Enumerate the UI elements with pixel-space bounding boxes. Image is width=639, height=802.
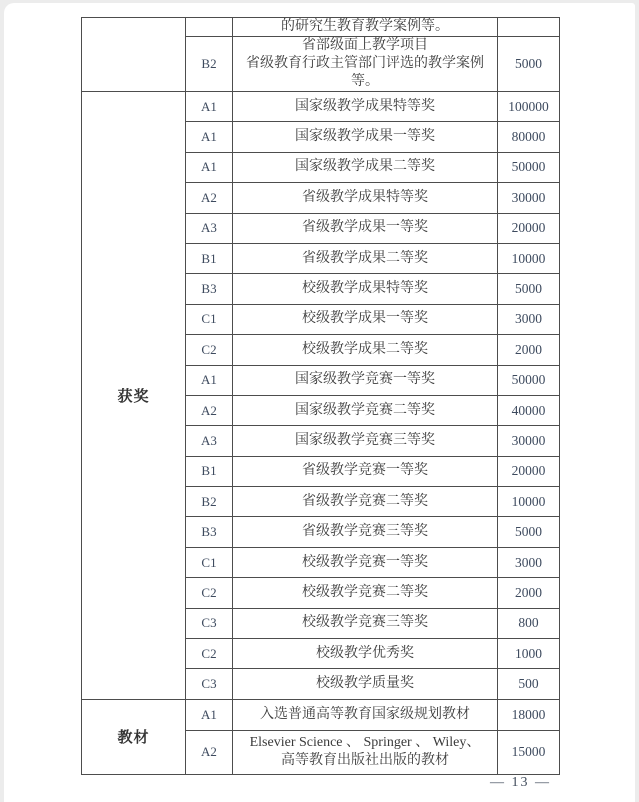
code-cell: A1 <box>186 152 233 182</box>
amount-cell: 500 <box>498 669 560 699</box>
description-cell <box>233 213 498 243</box>
description-cell <box>233 274 498 304</box>
amount-cell: 50000 <box>498 152 560 182</box>
code-cell: A1 <box>186 122 233 152</box>
description-cell <box>233 487 498 517</box>
amount-cell: 20000 <box>498 213 560 243</box>
description-line: 校级教学竞赛二等奖 <box>302 584 428 600</box>
amount-cell: 18000 <box>498 699 560 730</box>
description-cell <box>233 456 498 486</box>
description-cell <box>233 639 498 669</box>
description-line: 校级教学竞赛三等奖 <box>302 615 428 631</box>
description-line: 校级教学成果二等奖 <box>302 341 428 357</box>
description-cell <box>233 426 498 456</box>
code-cell: B2 <box>186 37 233 92</box>
description-cell <box>233 395 498 425</box>
amount-cell <box>498 18 560 37</box>
description-line: 省级教学竞赛三等奖 <box>302 524 428 540</box>
description-line: 的研究生教育教学案例等。 <box>281 19 449 34</box>
amount-cell: 2000 <box>498 578 560 608</box>
description-line: 国家级教学竞赛二等奖 <box>295 402 435 418</box>
amount-cell: 3000 <box>498 547 560 577</box>
amount-cell: 80000 <box>498 122 560 152</box>
description-cell <box>233 183 498 213</box>
amount-cell: 2000 <box>498 335 560 365</box>
description-line: 国家级教学竞赛一等奖 <box>295 372 435 388</box>
amount-cell: 100000 <box>498 92 560 122</box>
category-cell: 获奖 <box>82 92 186 700</box>
description-cell <box>233 730 498 774</box>
code-cell: C3 <box>186 669 233 699</box>
description-line: 校级教学竞赛一等奖 <box>302 554 428 570</box>
description-cell <box>233 304 498 334</box>
description-line: 国家级教学成果特等奖 <box>295 98 435 114</box>
code-cell: A2 <box>186 183 233 213</box>
table-row <box>82 699 560 730</box>
fee-table-wrap <box>81 17 560 775</box>
amount-cell: 10000 <box>498 487 560 517</box>
amount-cell: 30000 <box>498 426 560 456</box>
code-cell: A1 <box>186 365 233 395</box>
code-cell: A2 <box>186 395 233 425</box>
amount-cell: 40000 <box>498 395 560 425</box>
code-cell: A1 <box>186 92 233 122</box>
table-row <box>82 92 560 122</box>
amount-cell: 3000 <box>498 304 560 334</box>
description-line: 省级教学成果一等奖 <box>302 220 428 236</box>
code-cell <box>186 18 233 37</box>
amount-cell: 1000 <box>498 639 560 669</box>
amount-cell: 5000 <box>498 274 560 304</box>
description-cell <box>233 37 498 92</box>
code-cell: B1 <box>186 456 233 486</box>
description-line: 高等教育出版社出版的教材 <box>281 753 449 769</box>
code-cell: A2 <box>186 730 233 774</box>
description-cell <box>233 18 498 37</box>
description-line: 校级教学成果一等奖 <box>302 311 428 327</box>
description-cell <box>233 669 498 699</box>
code-cell: C1 <box>186 547 233 577</box>
document-page <box>4 3 635 802</box>
description-line: 省级教学成果特等奖 <box>302 189 428 205</box>
description-line: 省级教学成果二等奖 <box>302 250 428 266</box>
description-cell <box>233 243 498 273</box>
description-line: 校级教学优秀奖 <box>316 645 414 661</box>
amount-cell: 20000 <box>498 456 560 486</box>
description-line: 国家级教学成果一等奖 <box>295 129 435 145</box>
description-cell <box>233 335 498 365</box>
description-cell <box>233 365 498 395</box>
code-cell: A3 <box>186 213 233 243</box>
code-cell: C1 <box>186 304 233 334</box>
code-cell: B3 <box>186 274 233 304</box>
description-cell <box>233 578 498 608</box>
page-number: — 13 — <box>490 775 551 790</box>
table-row <box>82 18 560 37</box>
description-cell <box>233 547 498 577</box>
description-cell <box>233 699 498 730</box>
description-line: 省级教育行政主管部门评选的教学案例等。 <box>246 56 484 89</box>
description-cell <box>233 152 498 182</box>
code-cell: C2 <box>186 335 233 365</box>
description-line: 校级教学成果特等奖 <box>302 281 428 297</box>
fee-standard-table <box>81 17 560 775</box>
code-cell: A1 <box>186 699 233 730</box>
description-line: 入选普通高等教育国家级规划教材 <box>260 706 470 722</box>
description-line: 省部级面上教学项目 <box>302 38 428 53</box>
amount-cell: 5000 <box>498 517 560 547</box>
description-line: 省级教学竞赛一等奖 <box>302 463 428 479</box>
amount-cell: 800 <box>498 608 560 638</box>
amount-cell: 15000 <box>498 730 560 774</box>
code-cell: A3 <box>186 426 233 456</box>
amount-cell: 30000 <box>498 183 560 213</box>
description-line: 省级教学竞赛二等奖 <box>302 493 428 509</box>
amount-cell: 5000 <box>498 37 560 92</box>
code-cell: B2 <box>186 487 233 517</box>
description-cell <box>233 608 498 638</box>
amount-cell: 10000 <box>498 243 560 273</box>
description-cell <box>233 517 498 547</box>
description-cell <box>233 122 498 152</box>
code-cell: B3 <box>186 517 233 547</box>
code-cell: C2 <box>186 639 233 669</box>
category-cell <box>82 18 186 92</box>
code-cell: C3 <box>186 608 233 638</box>
code-cell: C2 <box>186 578 233 608</box>
amount-cell: 50000 <box>498 365 560 395</box>
description-line: 国家级教学竞赛三等奖 <box>295 432 435 448</box>
description-line: Elsevier Science 、 Springer 、 Wiley、 <box>249 735 481 751</box>
code-cell: B1 <box>186 243 233 273</box>
category-cell: 教材 <box>82 699 186 774</box>
description-cell <box>233 92 498 122</box>
description-line: 校级教学质量奖 <box>316 676 414 692</box>
description-line: 国家级教学成果二等奖 <box>295 159 435 175</box>
